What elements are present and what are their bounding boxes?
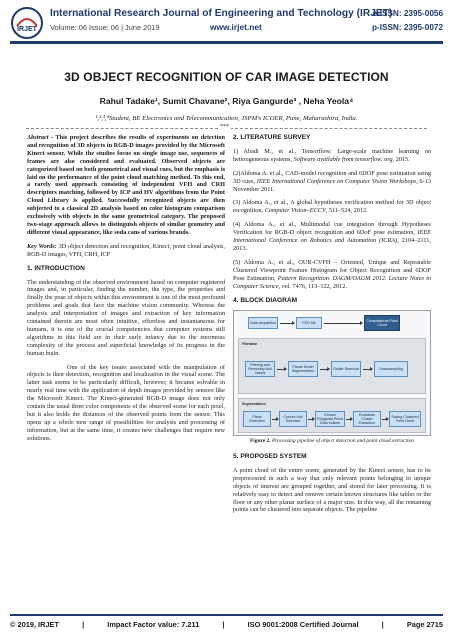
journal-header	[0, 0, 453, 46]
ref-3-source: Computer Vision–ECCV	[264, 207, 326, 215]
block-diagram	[233, 310, 431, 436]
arrow	[324, 323, 362, 324]
logo-text: IRJET	[17, 26, 37, 33]
p-issn: p-ISSN: 2395-0072	[372, 23, 443, 32]
intro-paragraph-1: The understanding of the observed environment based on computer registered images and, in particular, finding the number, the type, the properties and finally the pose of objects within this environment is one of the most profound problems and goals that face the machine vision community. Whereas the analysis and interpretation of images and extraction of key information contained therein are most often intuitive, effortless and instantaneous for humans, it is one of the crucial competencies that computer systems still algorithms in this field are in their early infancy due to the enormous complexity of the process and superficial knowledge of its progress in the human brain.	[27, 278, 225, 357]
footer-separator: |	[222, 620, 225, 629]
ref-2-text: (2)Aldoma A. et al., CAD-model recognition and 6DOF pose estimation using 3D cues,	[233, 169, 431, 185]
ref-4-tail: , 2104–2111, 2013.	[233, 237, 431, 252]
figure-caption-text: Processing pipeline of object detection and point cloud extraction	[271, 438, 414, 445]
ref-3-tail: , 511–524, 2012.	[325, 207, 368, 215]
footer-iso: ISO 9001:2008 Certified Journal	[247, 620, 359, 629]
ref-5-text: (5) Aldoma A., et al., OUR-CVFH – Oriented, Unique and Repeatable Clustered Viewpoint Feature Histogram for Object Recognition and 6DOF Pose Estimation,	[233, 258, 431, 282]
reference-1	[233, 148, 431, 164]
ref-3-text: (3) Aldoma A., et al., A global hypotheses verification method for 3D object recognition,	[233, 199, 431, 215]
footer-rule	[10, 614, 443, 616]
pcd-file-box: PCD file	[296, 317, 322, 329]
intro-heading: 1. INTRODUCTION	[27, 264, 85, 272]
left-column	[27, 134, 225, 449]
volume-info: Volume: 06 Issue: 06 | June 2019	[50, 23, 160, 32]
arrow	[280, 323, 294, 324]
saving-clusters-box: Saving Clustered Point Cloud	[389, 411, 421, 427]
ref-4-source: IEEE International Conference on Robotics and Automation (ICRA)	[233, 229, 431, 245]
arrow	[346, 419, 352, 420]
footer-copyright: © 2019, IRJET	[10, 620, 59, 629]
figure-label: Figure 2.	[250, 438, 271, 445]
footer-separator: |	[82, 620, 85, 629]
arrow	[272, 419, 278, 420]
ref-5-source: Pattern Recognition. DAGM/OAGM 2012. Lecture Notes in Computer Science, vol.	[233, 274, 431, 290]
arrow	[320, 369, 329, 370]
plane-detection-box: Plane Detection	[243, 411, 271, 427]
keywords	[27, 243, 225, 259]
paper-authors: Rahul Tadake¹, Sumit Chavane², Riya Gangurde³ , Neha Yeola⁴	[99, 96, 354, 106]
reference-4	[233, 221, 431, 253]
point-cloud-box: Computations Point Cloud	[364, 315, 400, 331]
header-rule	[10, 41, 443, 44]
journal-title: International Research Journal of Engineering and Technology (IRJET)	[50, 8, 393, 19]
footer-page-number: Page 2715	[406, 620, 443, 629]
data-acquisition-box: Data acquisition	[248, 317, 278, 329]
abstract	[27, 134, 225, 237]
e-issn: e-ISSN: 2395-0056	[372, 9, 443, 18]
outlier-removal-box: Outlier Removal	[331, 361, 361, 377]
ref-5-tail: 7476, 113–122, 2012.	[290, 282, 347, 290]
arrow	[277, 369, 286, 370]
footer-impact-factor: Impact Factor value: 7.211	[107, 620, 200, 629]
block-diagram-heading: 4. BLOCK DIAGRAM	[233, 296, 298, 304]
reference-3	[233, 199, 431, 215]
ref-1-source: Software available from tensorflow. org	[293, 155, 393, 163]
divider-mark: ***	[220, 124, 229, 130]
downsampling-box: Downsampling	[374, 361, 408, 377]
figure-caption	[233, 438, 431, 445]
convex-hull-box: Convex Hull Selection	[279, 411, 307, 427]
paper-title: 3D OBJECT RECOGNITION OF CAR IMAGE DETECTION	[64, 70, 389, 84]
proposed-system-paragraph: A point cloud of the entire scene, generated by the Kinect sensor, has to be preprocessed in such a way that only relevant points belonging to unique objects of interest are grouped together, and stored for later processing. It is relatively easy to detect and remove certain known structures like tables or the floor or any other planar surface of a major size. In this way, all the remaining points can be clustered into separate objects. The pipeline	[233, 466, 431, 514]
extract-prism-box: Extract Polygonal Prism Data Indices	[315, 411, 345, 427]
reference-2	[233, 170, 431, 194]
filtration-band	[238, 338, 426, 394]
footer-separator: |	[381, 620, 384, 629]
filtration-label: Filtration	[242, 342, 258, 347]
abstract-text: This project describes the results of experiments on detection and recognition of 3D objects in RGB-D images provided by the Microsoft Kinect sensor. While the studies focus on single image use, sequences of frames are also considered and evaluated. Observed objects are categorized based on both geometrical and visual cues, but the emphasis is laid on the performance of the point cloud matching method. To this end, a rarely used approach consisting of independent VFH and CRH descriptors matching, followed by ICP and HV algorithms from the Point Cloud Library is applied. Successfully recognized objects are then subjected to a classical 2D analysis based on color histogram comparison exclusively with objects in the same geometrical category. The proposed two-stage approach allows to distinguish objects of similar geometry and different visual appearance, like soda cans of various brands.	[27, 134, 225, 236]
abstract-label: Abstract -	[27, 134, 54, 141]
proposed-system-heading: 5. PROPOSED SYSTEM	[233, 453, 307, 460]
ref-1-tail: , 2015.	[392, 155, 410, 163]
journal-url[interactable]: www.irjet.net	[210, 22, 262, 32]
filtering-box: Filtering and Removing Null Values	[245, 361, 275, 377]
irjet-logo-icon	[10, 6, 44, 40]
planar-segmentation-box: Planar Model Segmentation	[288, 361, 318, 377]
segmentation-band	[238, 398, 426, 433]
intro-paragraph-2: One of the key issues associated with the manipulation of objects is their detection, recognition and localization in the visual scene. The latter task seems to be particularly difficult, however, it became solvable in nearly real time with the application of depth images provided by sensors like the Microsoft Kinect. The Kinect-generated RGB-D image does not only contain the usual three color components of the observed scene for each pixel, but it also holds the distances of the observed points from the sensor. This opens up a whole new range of possibilities for analysis and processing of information, but at the same time, it creates new challenges that require new solutions.	[27, 363, 225, 442]
right-column	[233, 134, 431, 520]
acquisition-band	[238, 314, 426, 334]
page-footer	[10, 620, 443, 629]
ref-1-text: 1) Abadi M., et al., Tensorflow: Large-scale machine learning on heterogeneous systems,	[233, 147, 431, 163]
arrow	[382, 419, 388, 420]
paper-affiliation: ¹,²,³,⁴Student, BE Electronics and Telecommunication, JSPM's ICOER, Pune, Maharashtra, India.	[95, 115, 358, 122]
literature-heading: 2. LITERATURE SURVEY	[233, 134, 311, 141]
ref-2-source: IEEE International Conference on Computer Vision Workshops	[256, 177, 417, 185]
reference-5	[233, 259, 431, 291]
arrow	[308, 419, 314, 420]
keywords-text: 3D object detection and recognition, Kinect, point cloud analysis, RGB-D images, VFH, CRH, ICP	[27, 242, 225, 258]
ref-2-tail: , 6-13 November 2011.	[233, 177, 431, 193]
arrow	[363, 369, 372, 370]
euclidean-cluster-box: Euclidean Cluster Extraction	[353, 411, 381, 427]
segmentation-label: Segmentation	[242, 402, 266, 407]
keywords-label: Key Words:	[27, 242, 57, 250]
ref-4-text: (4) Aldoma A., et al., Multimodal cue integration through Hypotheses Verification for RGB-D object recognition and 6DoF pose estimation,	[233, 221, 431, 237]
